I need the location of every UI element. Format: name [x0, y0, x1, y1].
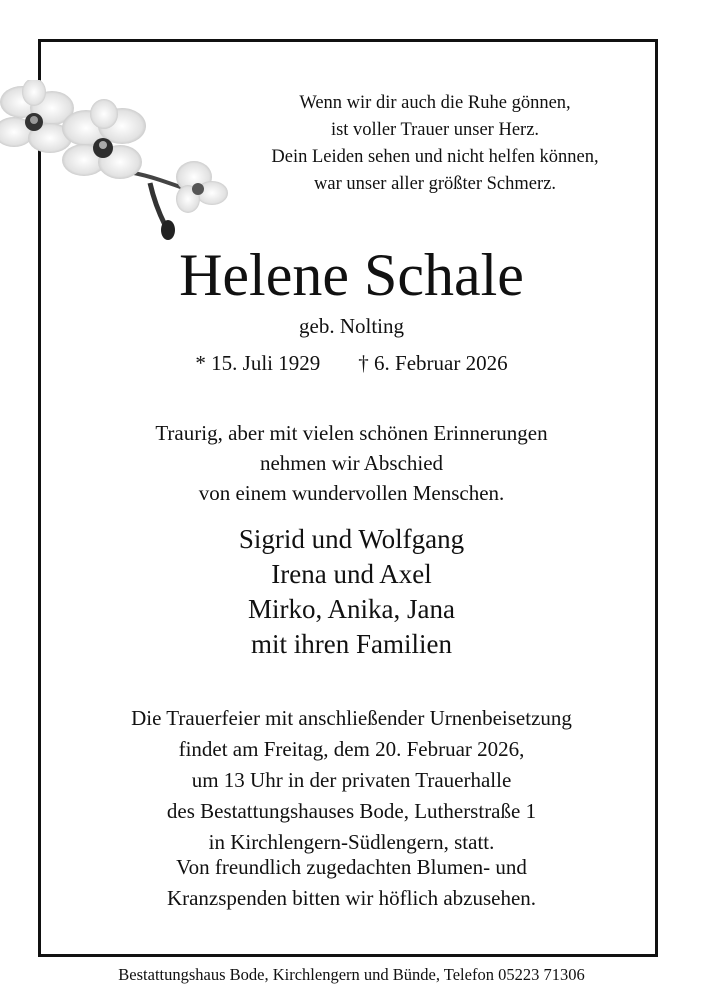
funeral-line: des Bestattungshauses Bode, Lutherstraße 1 — [166, 799, 537, 823]
flower-request — [0, 852, 703, 914]
funeral-line: in Kirchlengern-Südlengern, statt. — [208, 830, 495, 854]
funeral-line: findet am Freitag, dem 20. Februar 2026, — [178, 737, 525, 761]
request-line: Von freundlich zugedachten Blumen- und — [176, 855, 527, 879]
farewell-line: nehmen wir Abschied — [259, 451, 444, 475]
farewell-text — [0, 418, 703, 508]
death-date: † 6. Februar 2026 — [358, 351, 508, 375]
memorial-verse — [200, 90, 670, 198]
mourner-line: Mirko, Anika, Jana — [248, 594, 455, 624]
farewell-line: Traurig, aber mit vielen schönen Erinnerungen — [155, 421, 548, 445]
verse-line: ist voller Trauer unser Herz. — [330, 120, 540, 140]
mourner-line: Irena und Axel — [271, 559, 432, 589]
maiden-name: geb. Nolting — [299, 314, 404, 338]
funeral-line: Die Trauerfeier mit anschließender Urnenbeisetzung — [131, 706, 572, 730]
mourner-line: mit ihren Familien — [251, 629, 452, 659]
verse-line: Wenn wir dir auch die Ruhe gönnen, — [299, 93, 571, 113]
request-line: Kranzspenden bitten wir höflich abzusehen. — [166, 886, 537, 910]
deceased-name: Helene Schale — [179, 242, 524, 308]
mourners-list — [0, 522, 703, 662]
undertaker-footer: Bestattungshaus Bode, Kirchlengern und Bünde, Telefon 05223 71306 — [118, 965, 585, 984]
mourner-line: Sigrid und Wolfgang — [238, 524, 465, 554]
verse-line: war unser aller größter Schmerz. — [314, 174, 556, 194]
farewell-line: von einem wundervollen Menschen. — [198, 481, 505, 505]
funeral-info — [0, 703, 703, 858]
funeral-line: um 13 Uhr in der privaten Trauerhalle — [191, 768, 512, 792]
birth-date: * 15. Juli 1929 — [195, 351, 321, 375]
verse-line: Dein Leiden sehen und nicht helfen können, — [271, 147, 599, 167]
life-dates — [0, 350, 703, 376]
